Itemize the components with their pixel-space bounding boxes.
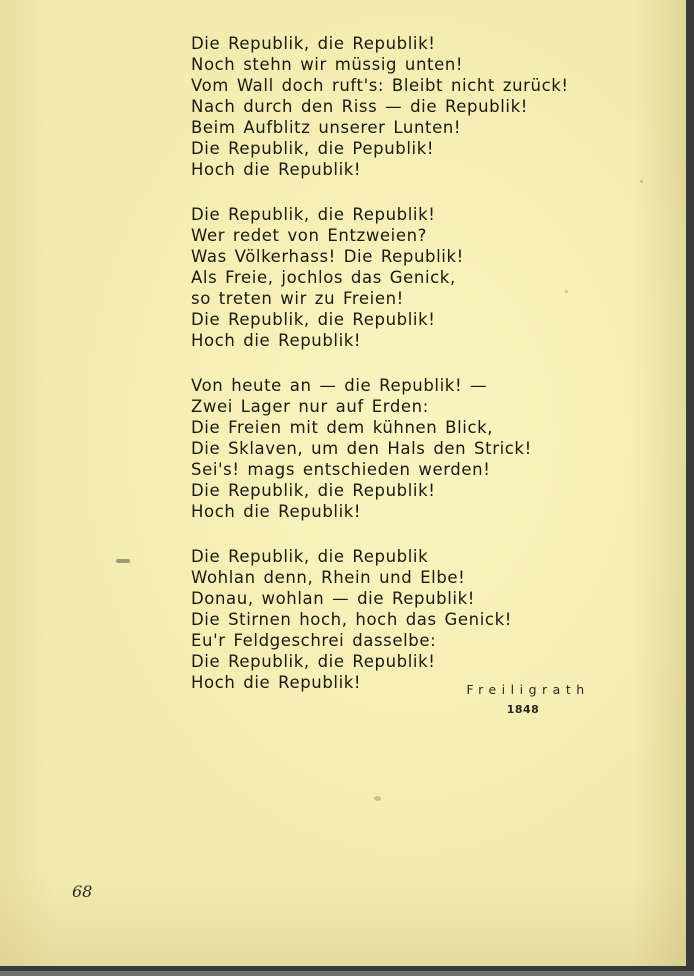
poem-line: Von heute an — die Republik! — — [191, 375, 631, 396]
poem-line: Die Stirnen hoch, hoch das Genick! — [191, 609, 631, 630]
poem-line: Die Republik, die Republik! — [191, 204, 631, 225]
scan-edge-bottom — [0, 971, 694, 976]
poem-line: Nach durch den Riss — die Republik! — [191, 96, 631, 117]
poem-line: Die Republik, die Republik! — [191, 309, 631, 330]
poem-line: Hoch die Republik! — [191, 330, 631, 351]
poem — [191, 33, 631, 717]
poem-line: Wohlan denn, Rhein und Elbe! — [191, 567, 631, 588]
poem-line: Wer redet von Entzweien? — [191, 225, 631, 246]
paper-speck — [565, 290, 568, 293]
poem-line: Die Republik, die Republik! — [191, 33, 631, 54]
poem-line: Hoch die Republik! — [191, 159, 631, 180]
attribution — [463, 681, 593, 718]
poem-line: Die Sklaven, um den Hals den Strick! — [191, 438, 631, 459]
poem-line: Die Freien mit dem kühnen Blick, — [191, 417, 631, 438]
year: 1848 — [463, 702, 593, 718]
stanza-2 — [191, 204, 631, 351]
paper-speck — [640, 180, 643, 183]
poem-line: Die Republik, die Republik! — [191, 480, 631, 501]
stanza-4 — [191, 546, 631, 693]
stanza-1 — [191, 33, 631, 180]
stanza-3 — [191, 375, 631, 522]
poem-line: Hoch die Republik! — [191, 501, 631, 522]
poem-line: Noch stehn wir müssig unten! — [191, 54, 631, 75]
poem-line: Zwei Lager nur auf Erden: — [191, 396, 631, 417]
poem-line: so treten wir zu Freien! — [191, 288, 631, 309]
author-name: Freiligrath — [463, 681, 593, 699]
poem-line: Hoch die Republik! — [191, 672, 631, 693]
poem-line: Sei's! mags entschieden werden! — [191, 459, 631, 480]
poem-line: Donau, wohlan — die Republik! — [191, 588, 631, 609]
poem-line: Die Republik, die Republik! — [191, 651, 631, 672]
page-number: 68 — [72, 882, 92, 901]
ink-mark — [116, 559, 130, 563]
poem-line: Eu'r Feldgeschrei dasselbe: — [191, 630, 631, 651]
poem-line: Vom Wall doch ruft's: Bleibt nicht zurück! — [191, 75, 631, 96]
poem-line: Als Freie, jochlos das Genick, — [191, 267, 631, 288]
poem-line: Was Völkerhass! Die Republik! — [191, 246, 631, 267]
poem-line: Die Republik, die Republik — [191, 546, 631, 567]
poem-line: Die Republik, die Pepublik! — [191, 138, 631, 159]
paper-speck — [374, 796, 381, 801]
poem-line: Beim Aufblitz unserer Lunten! — [191, 117, 631, 138]
